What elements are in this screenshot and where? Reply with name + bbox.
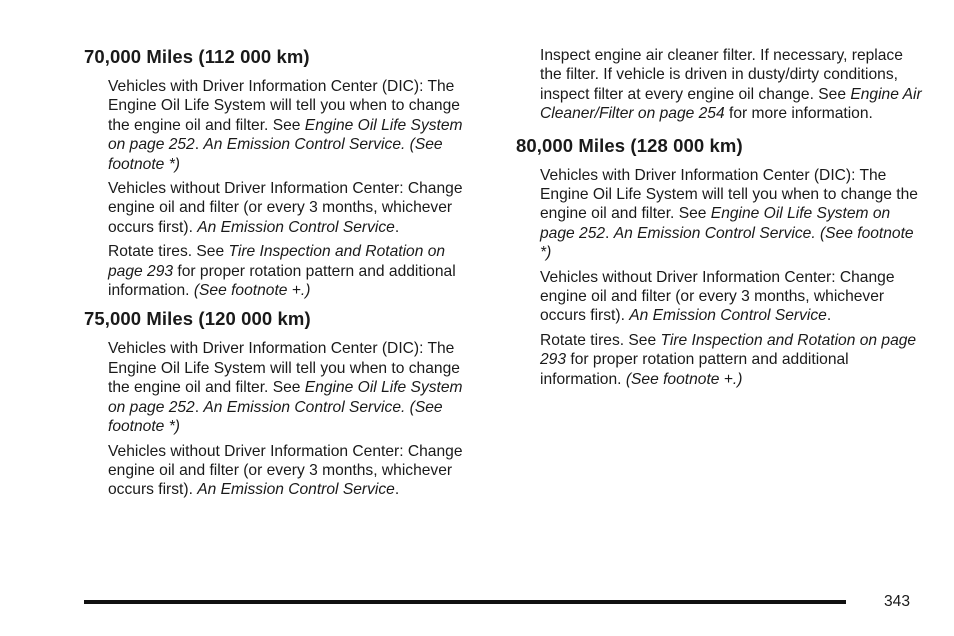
cross-reference-link[interactable]: Engine Oil Life System on page 252 bbox=[540, 205, 891, 242]
paragraph-text: . bbox=[394, 218, 400, 236]
left-column bbox=[84, 44, 484, 505]
footnote-reference: (See footnote +.) bbox=[625, 370, 743, 388]
dic-paragraph bbox=[108, 339, 484, 436]
paragraph-text: Rotate tires. See bbox=[540, 331, 661, 349]
cross-reference-link[interactable]: Tire Inspection and Rotation on page 293 bbox=[108, 243, 446, 280]
paragraph-text: Vehicles with Driver Information Center (DIC): The Engine Oil Life System will tell you when to change the engine oil and filter. See bbox=[540, 166, 918, 223]
rotate-tires-paragraph bbox=[540, 331, 926, 389]
paragraph-text: . bbox=[194, 136, 204, 154]
no-dic-paragraph bbox=[108, 442, 484, 500]
paragraph-text: Vehicles with Driver Information Center (DIC): The Engine Oil Life System will tell you when to change the engine oil and filter. See bbox=[108, 78, 460, 134]
section-heading-80000: 80,000 Miles (128 000 km) bbox=[516, 134, 743, 156]
section-heading-70000: 70,000 Miles (112 000 km) bbox=[84, 46, 310, 67]
right-column bbox=[516, 46, 926, 394]
paragraph-text: for proper rotation pattern and additional information. bbox=[540, 351, 849, 388]
footnote-reference: An Emission Control Service. (See footnote *) bbox=[108, 398, 443, 436]
emission-service-note: An Emission Control Service bbox=[629, 307, 827, 325]
paragraph-text: Rotate tires. See bbox=[108, 243, 229, 261]
paragraph-text: Vehicles without Driver Information Center: Change engine oil and filter (or every 3 months, whichever occurs first). bbox=[540, 268, 895, 325]
cross-reference-link[interactable]: Tire Inspection and Rotation on page 293 bbox=[540, 331, 917, 369]
paragraph-text: for more information. bbox=[724, 105, 873, 123]
paragraph-text: Inspect engine air cleaner filter. If necessary, replace the filter. If vehicle is driven in dusty/dirty conditions, inspect filter at every engine oil change. See bbox=[540, 47, 903, 103]
paragraph-text: . bbox=[394, 481, 400, 499]
rotate-tires-paragraph bbox=[108, 242, 484, 300]
paragraph-text: . bbox=[194, 398, 204, 416]
footer-rule bbox=[84, 600, 846, 604]
cross-reference-link[interactable]: Engine Oil Life System on page 252 bbox=[108, 116, 463, 154]
paragraph-text: Vehicles without Driver Information Center: Change engine oil and filter (or every 3 months, whichever occurs first). bbox=[108, 442, 463, 499]
no-dic-paragraph bbox=[108, 179, 484, 237]
footnote-reference: An Emission Control Service. (See footnote *) bbox=[108, 136, 443, 173]
cross-reference-link[interactable]: Engine Air Cleaner/Filter on page 254 bbox=[540, 85, 922, 123]
air-filter-paragraph bbox=[540, 46, 926, 124]
emission-service-note: An Emission Control Service bbox=[197, 481, 395, 499]
paragraph-text: for proper rotation pattern and additional information. bbox=[108, 262, 456, 300]
footnote-reference: An Emission Control Service. (See footnote *) bbox=[540, 224, 914, 262]
page-number: 343 bbox=[884, 593, 911, 610]
dic-paragraph bbox=[108, 77, 484, 174]
paragraph-text: . bbox=[605, 224, 614, 242]
dic-paragraph bbox=[540, 166, 926, 263]
paragraph-text: Vehicles with Driver Information Center (DIC): The Engine Oil Life System will tell you when to change the engine oil and filter. See bbox=[108, 340, 460, 397]
no-dic-paragraph bbox=[540, 268, 926, 326]
emission-service-note: An Emission Control Service bbox=[197, 218, 395, 236]
cross-reference-link[interactable]: Engine Oil Life System on page 252 bbox=[108, 379, 463, 416]
section-heading-75000: 75,000 Miles (120 000 km) bbox=[84, 308, 311, 330]
paragraph-text: . bbox=[826, 307, 832, 325]
footnote-reference: (See footnote +.) bbox=[193, 282, 311, 300]
paragraph-text: Vehicles without Driver Information Center: Change engine oil and filter (or every 3 months, whichever occurs first). bbox=[108, 180, 463, 236]
